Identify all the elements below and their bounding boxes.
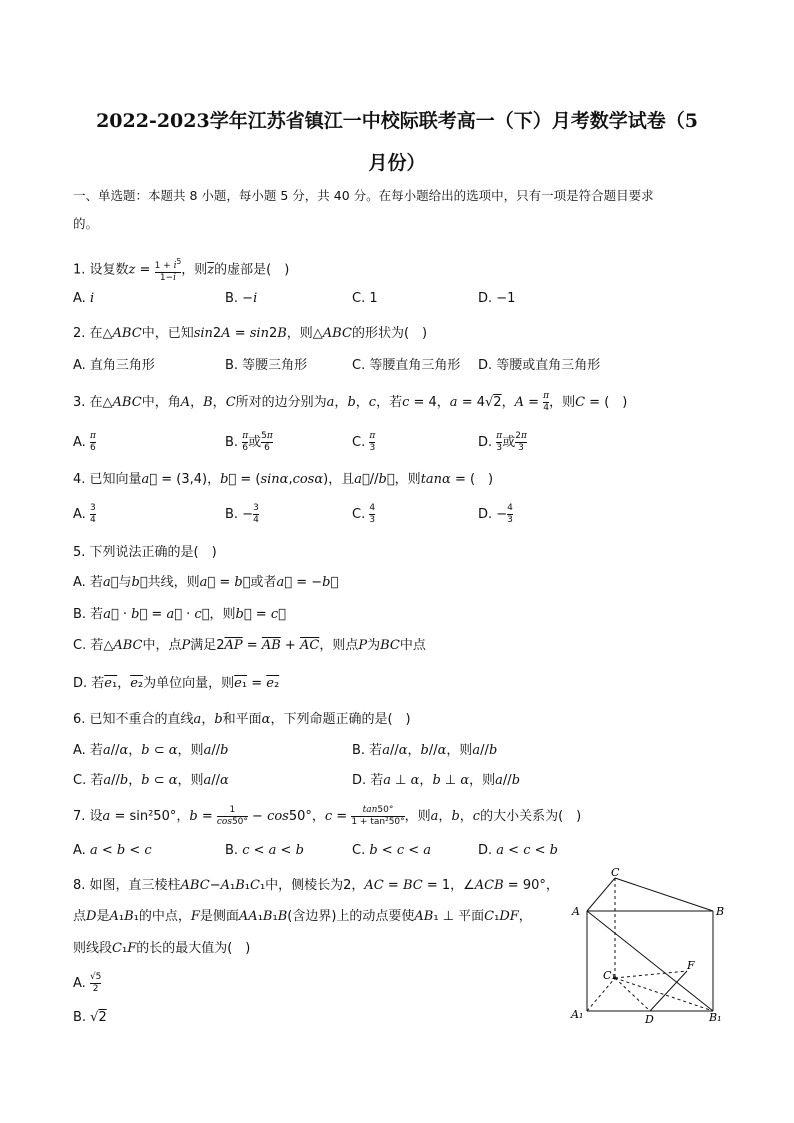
page-title: 2022-2023学年江苏省镇江一中校际联考高一（下）月考数学试卷（5 [96,110,698,132]
q1-option-c[interactable]: C. 1 [352,291,378,306]
q8-option-a[interactable]: A. $\frac{√5}{2}$ [73,972,102,994]
edge-A1C1 [587,978,615,1011]
q3-option-a[interactable]: A. $\frac{\pi}{6}$ [73,431,96,453]
q7-option-a[interactable]: A. a < b < c [73,843,152,858]
question-6: 6. 已知不重合的直线a，b和平面α，下列命题正确的是( ) [73,712,411,727]
q5-option-d[interactable]: D. 若e₁，e₂为单位向量，则e₁ = e₂ [73,676,280,691]
label-A1: A₁ [571,1008,584,1021]
segment-C1F [615,971,687,978]
q3-option-b[interactable]: B. $\frac{\pi}{6}$ 或 $\frac{5\pi}{6}$ [225,431,273,453]
q1-option-d[interactable]: D. −1 [478,291,516,306]
question-1: 1. 设复数z = $\frac{1 + i^5}{1-i}$ ，则$\overline{z}$的虚部是( ) [73,257,290,283]
q1-option-b[interactable]: B. −i [225,291,258,306]
edge-AC [587,878,615,911]
label-C: C [611,868,620,879]
q7-option-c[interactable]: C. b < c < a [352,843,432,858]
q6-option-b[interactable]: B. 若a//α，b//α，则a//b [352,743,498,758]
label-B1: B₁ [709,1011,722,1024]
label-A: A [572,905,580,918]
label-F: F [687,959,695,972]
q6-option-c[interactable]: C. 若a//b，b ⊂ α，则a//α [73,773,229,788]
label-D: D [645,1013,654,1026]
q2-option-c[interactable]: C. 等腰直角三角形 [352,358,461,373]
q2-option-a[interactable]: A. 直角三角形 [73,358,155,373]
edge-C1B1 [615,978,713,1011]
q6-option-d[interactable]: D. 若a ⊥ α，b ⊥ α，则a//b [352,773,521,788]
edge-CB [615,878,713,911]
question-8-line-1: 8. 如图，直三棱柱ABC−A₁B₁C₁中，侧棱长为2，AC = BC = 1，∠ACB = 90°， [73,878,559,893]
q4-option-b[interactable]: B. − $\frac{3}{4}$ [225,503,259,525]
q2-option-d[interactable]: D. 等腰或直角三角形 [478,358,601,373]
q3-option-d[interactable]: D. $\frac{\pi}{3}$ 或 $\frac{2\pi}{3}$ [478,431,527,453]
page-title-continued: 月份） [368,152,426,174]
q2-option-b[interactable]: B. 等腰三角形 [225,358,308,373]
question-3: 3. 在△ABC中，角A，B，C所对的边分别为a，b，c，若c = 4，a = 4√2，A = $\frac{\pi}{4}$ ，则C = ( ) [73,391,628,413]
q4-option-d[interactable]: D. − $\frac{4}{3}$ [478,503,513,525]
question-8-line-3: 则线段C₁F的长的最大值为( ) [73,941,251,956]
q8-option-b[interactable]: B. √2 [73,1010,107,1025]
q4-option-a[interactable]: A. $\frac{3}{4}$ [73,503,96,525]
section-intro-continued: 的。 [73,216,99,231]
section-intro: 一、单选题：本题共 8 小题，每小题 5 分，共 40 分。在每小题给出的选项中，只有一项是符合题目要求 [73,188,654,203]
q1-option-a[interactable]: A. i [73,291,95,306]
q5-option-a[interactable]: A. 若a⃗与b⃗共线，则a⃗ = b⃗或者a⃗ = −b⃗ [73,575,339,590]
label-B: B [716,905,725,918]
question-8-line-2: 点D是A₁B₁的中点，F是侧面AA₁B₁B(含边界)上的动点要使AB₁ ⊥ 平面C₁DF， [73,909,532,924]
q5-option-b[interactable]: B. 若a⃗ · b⃗ = a⃗ · c⃗，则b⃗ = c⃗ [73,607,286,622]
segment-DF [650,971,687,1011]
q6-option-a[interactable]: A. 若a//α，b ⊂ α，则a//b [73,743,229,758]
label-C1: C₁ [603,969,616,982]
q3-option-c[interactable]: C. $\frac{\pi}{3}$ [352,431,376,453]
question-7: 7. 设a = sin²50°，b = $\frac{1}{\cos 50^\circ}$ − cos50°，c = $\frac{\tan 50^\circ}{\text{1 + tan²50°}}$ ，则a，b，c的大小关系为( ) [73,805,582,827]
q4-option-c[interactable]: C. $\frac{4}{3}$ [352,503,376,525]
question-2: 2. 在△ABC中，已知sin2A = sin2B，则△ABC的形状为( ) [73,326,428,341]
q5-option-c[interactable]: C. 若△ABC中，点P满足$2\overline{AP} = \overline{AB} + \overline{AC}$，则点P为BC中点 [73,638,426,653]
question-5: 5. 下列说法正确的是( ) [73,545,217,560]
question-4: 4. 已知向量a⃗ = (3,4)，b⃗ = (sinα,cosα)，且a⃗//b⃗，则tanα = ( ) [73,472,494,487]
q7-option-d[interactable]: D. a < c < b [478,843,558,858]
q7-option-b[interactable]: B. c < a < b [225,843,304,858]
prism-figure [565,868,735,1028]
segment-C1D [615,978,650,1011]
